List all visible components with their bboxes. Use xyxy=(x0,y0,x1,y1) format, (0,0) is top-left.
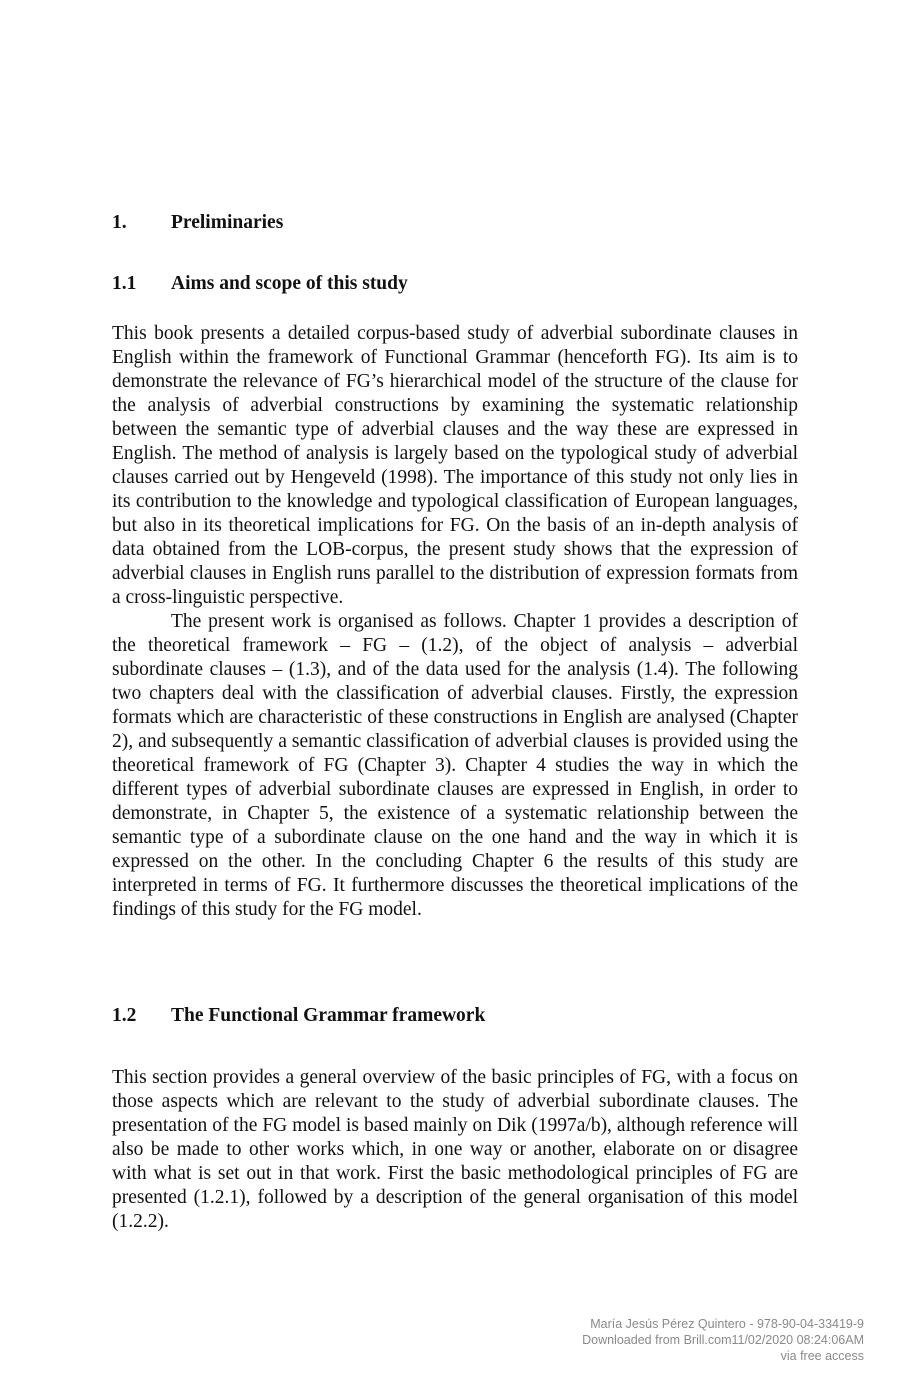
section-1-2-body xyxy=(112,1066,798,1234)
chapter-title: Preliminaries xyxy=(171,212,284,233)
section-number: 1.2 xyxy=(112,1005,137,1026)
section-heading-1-1 xyxy=(112,272,408,296)
footer-access-note: via free access xyxy=(780,1349,864,1363)
footer-author-isbn: María Jesús Pérez Quintero - 978-90-04-33419-9 xyxy=(590,1317,864,1331)
paragraph: This section provides a general overview of the basic principles of FG, with a focus on those aspects which are relevant to the study of adverbial subordinate clauses. The presentation of the FG model is based mainly on Dik (1997a/b), although reference will also be made to other works which, in one way or another, elaborate on or disagree with what is set out in that work. First the basic methodological principles of FG are presented (1.2.1), followed by a description of the general organisation of this model (1.2.2). xyxy=(112,1067,798,1232)
paragraph: The present work is organised as follows. Chapter 1 provides a description of the theoretical framework – FG – (1.2), of the object of analysis – adverbial subordinate clauses – (1.3), and of the data used for the analysis (1.4). The following two chapters deal with the classification of adverbial clauses. Firstly, the expression formats which are characteristic of these constructions in English are analysed (Chapter 2), and subsequently a semantic classification of adverbial clauses is provided using the theoretical framework of FG (Chapter 3). Chapter 4 studies the way in which the different types of adverbial subordinate clauses are expressed in English, in order to demonstrate, in Chapter 5, the existence of a systematic relationship between the semantic type of a subordinate clause on the one hand and the way in which it is expressed on the other. In the concluding Chapter 6 the results of this study are interpreted in terms of FG. It furthermore discusses the theoretical implications of the findings of this study for the FG model. xyxy=(112,611,798,920)
section-heading-1-2 xyxy=(112,1004,485,1028)
paragraph: This book presents a detailed corpus-based study of adverbial subordinate clauses in English within the framework of Functional Grammar (henceforth FG). Its aim is to demonstrate the relevance of FG’s hierarchical model of the structure of the clause for the analysis of adverbial constructions by examining the systematic relationship between the semantic type of adverbial clauses and the way these are expressed in English. The method of analysis is largely based on the typological study of adverbial clauses carried out by Hengeveld (1998). The importance of this study not only lies in its contribution to the knowledge and typological classification of European languages, but also in its theoretical implications for FG. On the basis of an in-depth analysis of data obtained from the LOB-corpus, the present study shows that the expression of adverbial clauses in English runs parallel to the distribution of expression formats from a cross-linguistic perspective. xyxy=(112,323,798,608)
footer-download-info: Downloaded from Brill.com11/02/2020 08:24:06AM xyxy=(582,1333,864,1347)
section-title: Aims and scope of this study xyxy=(171,273,408,294)
download-watermark xyxy=(582,1316,864,1364)
section-1-1-body xyxy=(112,322,798,922)
chapter-heading xyxy=(112,211,283,235)
section-title: The Functional Grammar framework xyxy=(171,1005,486,1026)
section-number: 1.1 xyxy=(112,273,137,294)
chapter-number: 1. xyxy=(112,212,127,233)
